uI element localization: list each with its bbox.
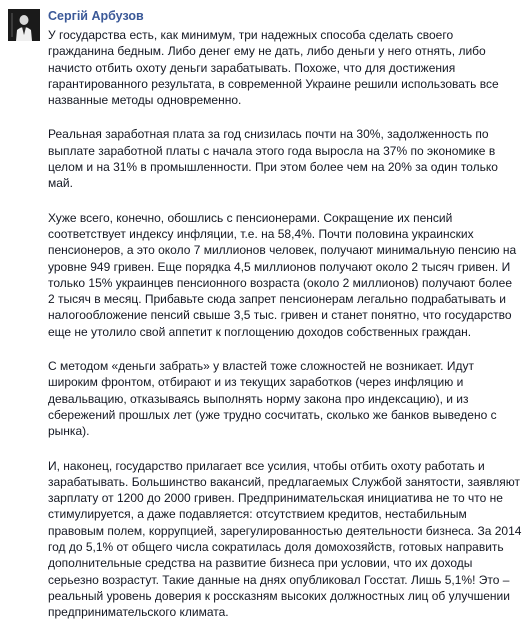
post-paragraph-5: И, наконец, государство прилагает все усилия, чтобы отбить охоту работать и зарабатывать. Большинство вакансий, предлагаемых Службой занятости, заявляют зарплату от 1200 до 2000 гривен. Предпринимательская инициатива не то что не стимулируется, а даже подавляется: отсутствием кредитов, нестабильным правовым полем, коррупцией, зарегулированностью деятельности бизнеса. За 2014 год до 5,1% от общего числа сократилась доля домохозяйств, готовых направить дополнительные средства на развитие бизнеса при условии, что их доходы серьезно возрастут. Такие данные на днях опубликовал Госстат. Лишь 5,1%! Это – реальный уровень доверия к россказням высоких должностных лиц об улучшении предпринимательского климата. [48, 458, 522, 620]
post-paragraph-2: Реальная заработная плата за год снизилась почти на 30%, задолженность по выплате заработной платы с начала этого года выросла на 37% по экономике в целом и на 31% в промышленности. При этом более чем на 20% за один только май. [48, 127, 498, 191]
post-paragraph-3: Хуже всего, конечно, обошлись с пенсионерами. Сокращение их пенсий соответствует индексу инфляции, т.е. на 58,4%. Почти половина украинских пенсионеров, а это около 7 миллионов человек, получают минимальную пенсию на уровне 949 гривен. Еще порядка 4,5 миллионов получают около 2 тысяч гривен. И только 15% украинцев пенсионного возраста (около 2 миллионов) получают более 2 тысяч в месяц. Прибавьте сюда запрет пенсионерам легально подрабатывать и налогообложение пенсий свыше 3,5 тыс. гривен и станет понятно, что государство еще не утолило свой аппетит к поглощению доходов собственных граждан. [48, 210, 517, 339]
post-paragraph-1: У государства есть, как минимум, три надежных способа сделать своего гражданина бедным. Либо денег ему не дать, либо деньги у него отнять, либо начисто отбить охоту деньги зарабатывать. Похоже, что для достижения гарантированного результата, в современной Украине решили использовать все названные методы одновременно. [48, 28, 499, 108]
post-body [48, 27, 522, 639]
post-paragraph-4: С методом «деньги забрать» у властей тоже сложностей не возникает. Идут широким фронтом, отбирают и из текущих заработков (через инфляцию и девальвацию, отказываясь выполнять норму закона про индексацию), и из сбережений прошлых лет (уже трудно сосчитать, сколько же банков выведено с рынка). [48, 359, 497, 439]
author-name-link[interactable]: Сергій Арбузов [48, 9, 144, 23]
profile-photo-icon [8, 9, 40, 41]
author-avatar[interactable] [8, 9, 40, 41]
